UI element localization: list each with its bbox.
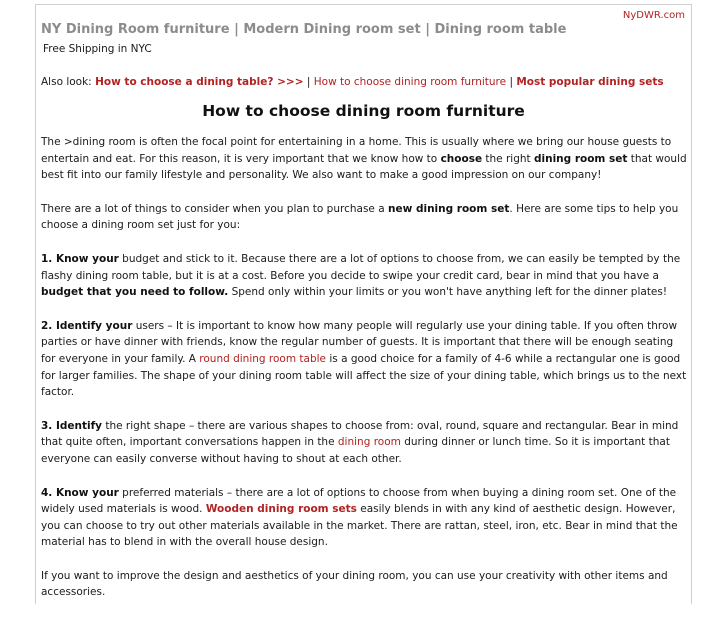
site-link[interactable]: NyDWR.com xyxy=(622,10,685,21)
text: easily blends in with any kind of aesthetic design. However, you can choose to try out other materials available in the market. There are rattan, steel, iron, etc. Bear in mind that the material has to blend in with the overall house design. xyxy=(41,503,678,549)
text: the right shape – there are various shapes to choose from: oval, round, square and rectangular. Bear in mind that quite often, important conversations happen in the xyxy=(41,419,679,449)
link-wooden-dining-room-sets[interactable]: Wooden dining room sets xyxy=(205,503,357,516)
site-title: NY Dining Room furniture | Modern Dining room set | Dining room table xyxy=(41,22,567,37)
bold-text: choose xyxy=(440,152,483,165)
paragraph-improve-design xyxy=(41,568,689,601)
text: The >dining room is often the focal point for entertaining in a home. This is usually where we bring our house guests to entertain and eat. For this reason, it is very important that we know how to xyxy=(41,136,672,165)
tip-heading: 1. Know your xyxy=(41,252,119,265)
paragraph-intro xyxy=(41,134,689,184)
separator: | xyxy=(506,76,517,88)
tip-heading: 2. Identify your xyxy=(41,319,133,332)
tip-heading: 3. Identify xyxy=(41,419,103,432)
bold-text: new dining room set xyxy=(388,202,510,215)
text: There are a lot of things to consider when you plan to purchase a xyxy=(41,202,388,215)
text: . Here are some tips to help you choose a dining room set just for you: xyxy=(41,202,679,232)
link-choose-dining-room-furniture[interactable]: How to choose dining room furniture xyxy=(313,76,507,88)
tagline: Free Shipping in NYC xyxy=(43,43,152,55)
separator: | xyxy=(303,76,314,88)
text: during dinner or lunch time. So it is important that everyone can easily converse without having to shout at each other. xyxy=(41,436,670,465)
tip-heading: 4. Know your xyxy=(41,486,119,499)
text: that would best fit into our family lifestyle and personality. We also want to make a good impression on our company! xyxy=(41,152,687,182)
bold-text: budget that you need to follow. xyxy=(41,286,229,299)
paragraph-tip-budget xyxy=(41,251,689,301)
link-most-popular-dining-sets[interactable]: Most popular dining sets xyxy=(516,76,664,88)
text: Spend only within your limits or you won't have anything left for the dinner plates! xyxy=(228,286,668,299)
page-frame xyxy=(35,4,692,604)
also-look-bar xyxy=(41,76,664,88)
link-dining-room[interactable]: dining room xyxy=(337,436,401,449)
text: preferred materials – there are a lot of options to choose from when buying a dining room set. One of the widely used materials is wood. xyxy=(41,486,677,516)
text: If you want to improve the design and aesthetics of your dining room, you can use your creativity with other items and accessories. xyxy=(41,569,668,599)
text: is a good choice for a family of 4-6 while a rectangular one is good for larger families. The shape of your dining room table will affect the size of your dining table, which brings us to the next factor. xyxy=(41,352,687,399)
text: budget and stick to it. Because there are a lot of options to choose from, we can easily be tempted by the flashy dining room table, but it is at a cost. Before you decide to swipe your credit card, bear in mind that you have a xyxy=(41,252,681,282)
article-body xyxy=(41,134,689,618)
text: users – It is important to know how many people will regularly use your dining table. If you often throw parties or have dinner with friends, know the regular number of guests. It is important that there will be enough seating for everyone in your family. A xyxy=(41,319,678,365)
article-title: How to choose dining room furniture xyxy=(202,102,525,120)
text: the right xyxy=(482,152,534,165)
paragraph-tips-intro xyxy=(41,201,689,234)
link-choose-dining-table[interactable]: How to choose a dining table? >>> xyxy=(95,76,304,88)
paragraph-tip-materials xyxy=(41,485,689,551)
paragraph-tip-users xyxy=(41,318,689,401)
paragraph-tip-shape xyxy=(41,418,689,468)
link-round-dining-room-table[interactable]: round dining room table xyxy=(199,352,327,365)
bold-text: dining room set xyxy=(533,152,628,165)
also-look-prefix: Also look: xyxy=(41,76,96,88)
